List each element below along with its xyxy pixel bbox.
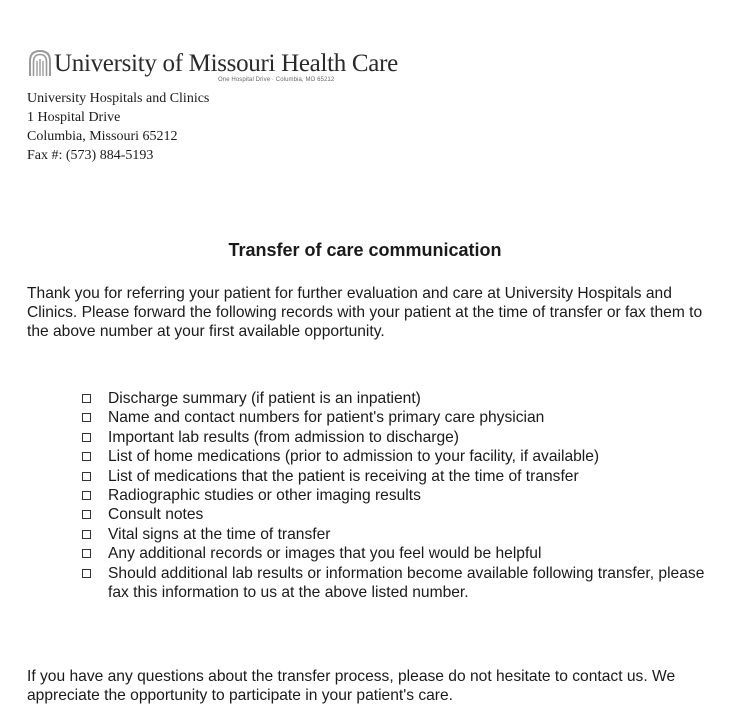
checklist-item-label: Vital signs at the time of transfer [108,525,331,543]
checklist-item [82,428,722,447]
checklist-item [82,408,722,427]
checklist-item-label: Radiographic studies or other imaging results [108,487,421,505]
checkbox-icon [82,452,91,461]
checklist-item [82,486,722,505]
checkbox-icon [82,530,91,539]
checklist-item [82,389,722,408]
address-line: 1 Hospital Drive [27,110,121,125]
address-line: Columbia, Missouri 65212 [27,129,178,144]
checklist-item-label: Consult notes [108,506,204,524]
address-line: University Hospitals and Clinics [27,91,210,106]
letterhead-tagline: One Hospital Drive · Columbia, MO 65212 [218,77,335,83]
org-name: University of Missouri Health Care [54,50,398,77]
records-checklist [82,389,722,602]
checkbox-icon [82,413,91,422]
checklist-item-label: Important lab results (from admission to discharge) [108,428,459,446]
letterhead-address [27,89,209,165]
closing-paragraph: If you have any questions about the transfer process, please do not hesitate to contact us. We appreciate the opportunity to participate in your patient's care. [27,668,676,704]
checklist-item-label: Should additional lab results or information become available following transfer, please fax this information to us at the above listed number. [108,564,705,602]
checklist-item [82,525,722,544]
checklist-item [82,564,722,603]
checkbox-icon [82,569,91,578]
checklist-item-label: Discharge summary (if patient is an inpatient) [108,390,421,407]
checklist-item-label: Name and contact numbers for patient's primary care physician [108,409,545,427]
checkbox-icon [82,491,91,500]
checklist-item-label: List of medications that the patient is receiving at the time of transfer [108,467,579,485]
checklist-item [82,447,722,466]
checkbox-icon [82,472,91,481]
intro-paragraph: Thank you for referring your patient for further evaluation and care at University Hospitals and Clinics. Please forward the following records with your patient at the time of transfer or fax them to the above number at your first available opportunity. [27,285,703,340]
checklist-item-label: Any additional records or images that you feel would be helpful [108,545,542,563]
checkbox-icon [82,394,91,403]
checklist-item [82,505,722,524]
checkbox-icon [82,510,91,519]
checklist-item-label: List of home medications (prior to admission to your facility, if available) [108,448,600,466]
document-title: Transfer of care communication [228,240,502,260]
checkbox-icon [82,549,91,558]
checklist-item [82,467,722,486]
arch-columns-logo-icon [28,49,52,77]
fax-number: Fax #: (573) 884-5193 [27,148,154,163]
checklist-item [82,544,722,563]
letterhead-logo [28,44,398,78]
checkbox-icon [82,433,91,442]
